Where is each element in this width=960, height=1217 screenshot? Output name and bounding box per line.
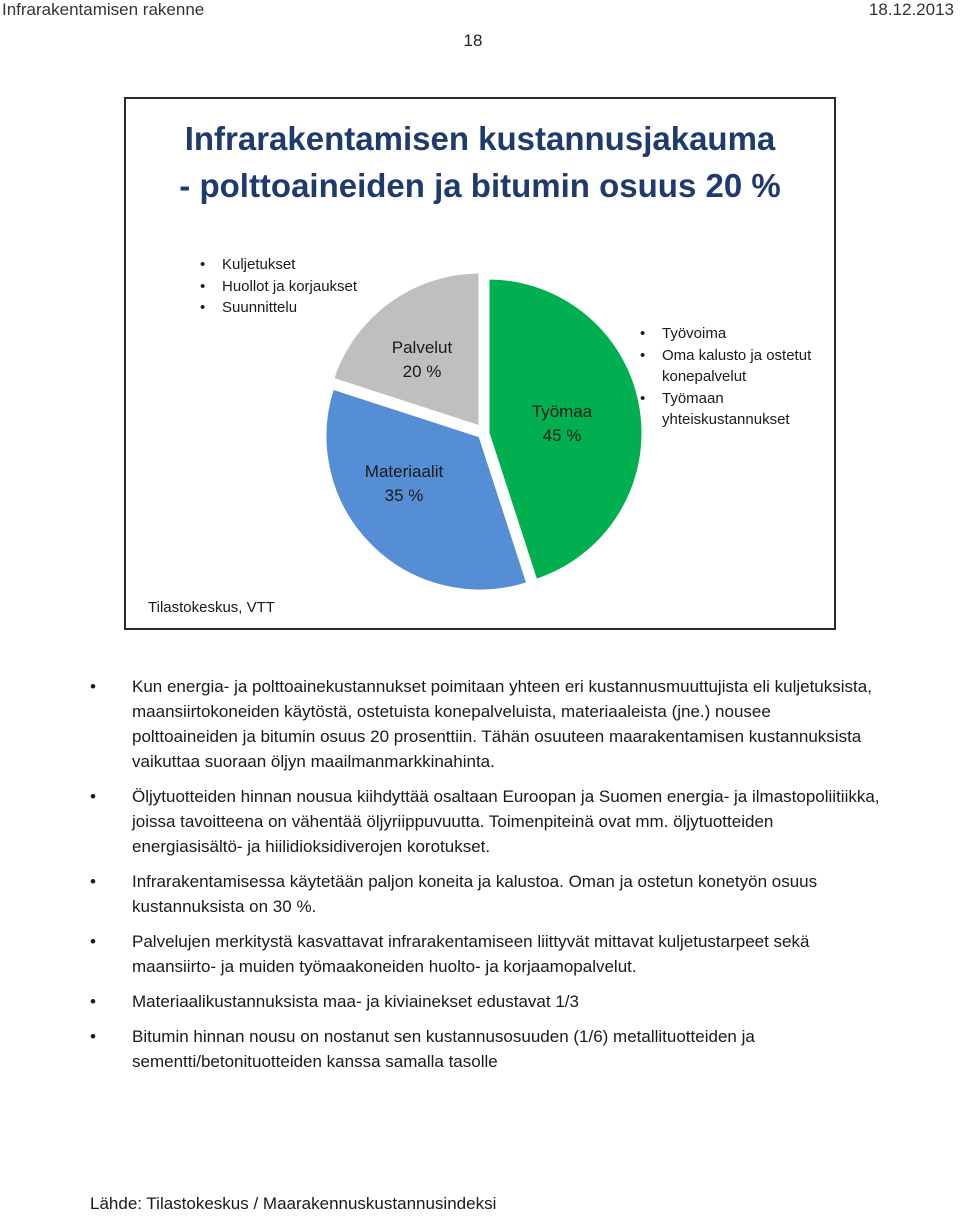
pie-slice-name-label: Työmaa	[531, 402, 593, 421]
body-bullet-item: • Kun energia- ja polttoainekustannukset poimitaan yhteen eri kustannusmuuttujista eli kuljetuksista, maansiirtokoneiden käytöstä, ostetuista konepalveluista, materiaaleista (jne.) nousee polttoaineiden ja bitumin osuus 20 prosenttiin. Tähän osuuteen maarakentamisen kustannuksista vaikuttaa suoraan öljyn maailmanmarkkinahinta.	[90, 674, 880, 774]
pie-slice-value-label: 20 %	[402, 362, 442, 381]
body-bullet-item: • Öljytuotteiden hinnan nousua kiihdyttää osaltaan Euroopan ja Suomen energia- ja ilmastopoliitiikka, joissa tavoitteena on vähentää öljyriippuvuutta. Toimenpiteinä ovat mm. öljytuotteiden energiasisältö- ja hiilidioksidiverojen korotukset.	[90, 784, 880, 859]
pie-slice-name-label: Palvelut	[391, 338, 453, 357]
slide-title-line-1: Infrarakentamisen kustannusjakauma	[184, 120, 776, 157]
tyomaa-details-list	[638, 323, 828, 431]
palvelut-detail-item: • Kuljetukset	[198, 254, 458, 276]
tyomaa-detail-item: • Työmaan yhteiskustannukset	[638, 388, 828, 431]
tyomaa-detail-item: • Työvoima	[638, 323, 828, 345]
pie-slice-value-label: 35 %	[384, 486, 424, 505]
slide-figure	[124, 97, 836, 630]
body-bullet-item: • Materiaalikustannuksista maa- ja kiviainekset edustavat 1/3	[90, 989, 880, 1014]
document-header-title: Infrarakentamisen rakenne	[2, 0, 205, 19]
slide-title-line-2: - polttoaineiden ja bitumin osuus 20 %	[179, 167, 781, 204]
body-bullet-item: • Bitumin hinnan nousu on nostanut sen kustannusosuuden (1/6) metallituotteiden ja sementti/betonituotteiden kanssa samalla tasolle	[90, 1024, 880, 1074]
body-bullet-item: • Infrarakentamisessa käytetään paljon koneita ja kalustoa. Oman ja ostetun konetyön osuus kustannuksista on 30 %.	[90, 869, 880, 919]
chart-source: Tilastokeskus, VTT	[148, 599, 275, 616]
palvelut-detail-item: • Huollot ja korjaukset	[198, 276, 458, 298]
pie-slice-name-label: Materiaalit	[364, 462, 444, 481]
body-bullet-item: • Palvelujen merkitystä kasvattavat infrarakentamiseen liittyvät mittavat kuljetustarpeet sekä maansiirto- ja muiden työmaakoneiden huolto- ja korjaamopalvelut.	[90, 929, 880, 979]
palvelut-detail-item: • Suunnittelu	[198, 297, 458, 319]
tyomaa-detail-item: • Oma kalusto ja ostetut konepalvelut	[638, 345, 828, 388]
body-bullet-list	[90, 674, 880, 1084]
page-number: 18	[463, 31, 483, 50]
document-header-date: 18.12.2013	[868, 0, 954, 19]
footer-source: Lähde: Tilastokeskus / Maarakennuskustannusindeksi	[90, 1194, 497, 1213]
palvelut-details-list	[198, 254, 458, 319]
pie-slice-value-label: 45 %	[542, 426, 582, 445]
